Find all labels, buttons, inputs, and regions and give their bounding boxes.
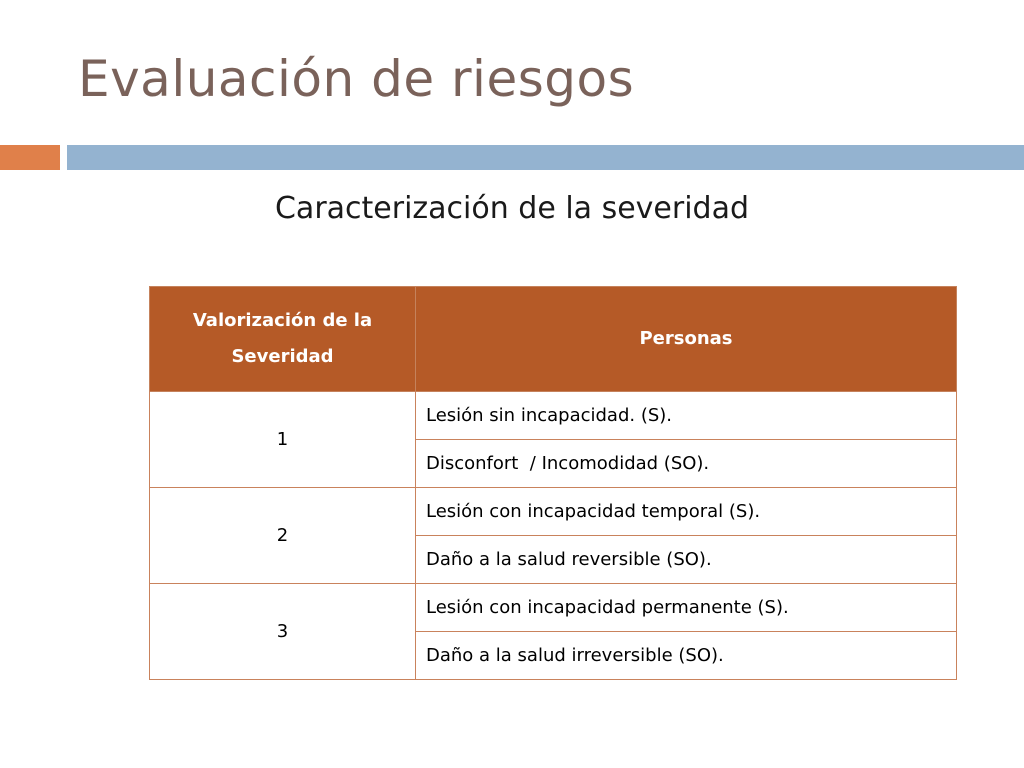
severity-description: Daño a la salud irreversible (SO). [416,632,957,680]
severity-description: Lesión con incapacidad permanente (S). [416,584,957,632]
accent-bar-blue [67,145,1024,170]
severity-description: Daño a la salud reversible (SO). [416,536,957,584]
header-personas: Personas [416,287,957,392]
severity-value: 3 [150,584,416,680]
slide-subtitle: Caracterización de la severidad [274,191,750,226]
severity-description: Lesión con incapacidad temporal (S). [416,488,957,536]
severity-value: 2 [150,488,416,584]
table-row [150,392,957,440]
table-row [150,488,957,536]
severity-table [149,286,957,680]
table-header-row [150,287,957,392]
table-row [150,584,957,632]
slide-title: Evaluación de riesgos [78,50,635,108]
severity-description: Lesión sin incapacidad. (S). [416,392,957,440]
severity-description: Disconfort / Incomodidad (SO). [416,440,957,488]
severity-value: 1 [150,392,416,488]
accent-bar-orange [0,145,60,170]
header-valorizacion: Valorización de la Severidad [150,287,416,392]
